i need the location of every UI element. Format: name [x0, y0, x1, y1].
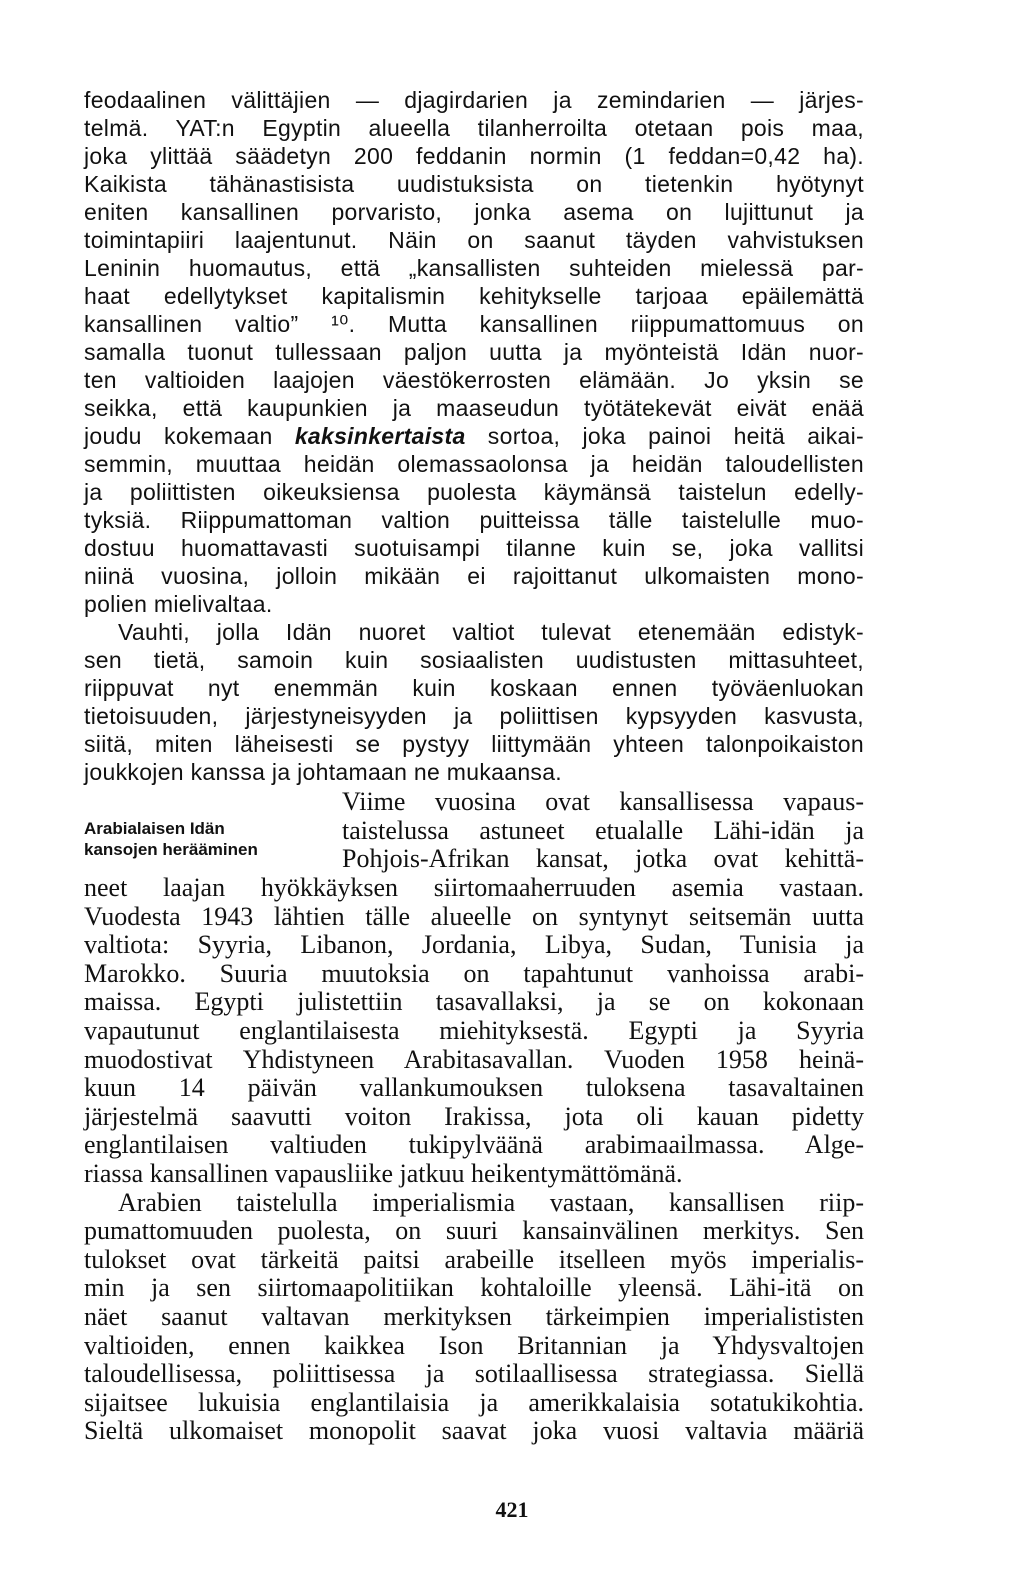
side-heading-line: Arabialaisen Idän: [84, 819, 225, 838]
text-line: taloudellisessa, poliittisessa ja sotilaallisessa strategiassa. Siellä: [84, 1359, 864, 1389]
text-line: tulokset ovat tärkeitä paitsi arabeille itselleen myös imperialis-: [84, 1244, 864, 1274]
text-line: sijaitsee lukuisia englantilaisia ja amerikkalaisia sotatukikohtia.: [84, 1387, 864, 1417]
text-line: muodostivat Yhdistyneen Arabitasavallan. Vuoden 1958 heinä-: [84, 1044, 864, 1074]
text-line: riippuvat nyt enemmän kuin koskaan ennen työväenluokan: [84, 675, 864, 701]
text-line: Viime vuosina ovat kansallisessa vapaus-: [342, 787, 864, 816]
text-line: valtioiden, ennen kaikkea Ison Britannian ja Yhdysvaltojen: [84, 1330, 864, 1360]
text-line: niinä vuosina, jolloin mikään ei rajoittanut ulkomaisten mono-: [84, 563, 864, 589]
text-line: Kaikista tähänastisista uudistuksista on tietenkin hyötynyt: [84, 171, 864, 197]
text-line: valtiota: Syyria, Libanon, Jordania, Libya, Sudan, Tunisia ja: [84, 930, 864, 960]
text-line: taistelussa astuneet etualalle Lähi-idän ja: [342, 815, 864, 845]
paragraph-4: [84, 1189, 864, 1446]
paragraph-3: [84, 874, 864, 1189]
text-line: toimintapiiri laajentunut. Näin on saanut täyden vahvistuksen: [84, 227, 864, 253]
text-line: Vuodesta 1943 lähtien tälle alueelle on syntynyt seitsemän uutta: [84, 901, 864, 931]
text-run: sortoa, joka painoi heitä aikai-: [465, 423, 864, 449]
text-line: ja poliittisten oikeuksiensa puolesta käymänsä taistelun edelly-: [84, 479, 864, 505]
text-line: järjestelmä saavutti voiton Irakissa, jota oli kauan pidetty: [84, 1101, 864, 1131]
page-number: 421: [495, 1497, 529, 1522]
text-line: neet laajan hyökkäyksen siirtomaaherruuden asemia vastaan.: [84, 873, 864, 902]
text-line: min ja sen siirtomaapolitiikan kohtaloille yleensä. Lähi-itä on: [84, 1273, 864, 1303]
text-line: kansallinen valtio” ¹⁰. Mutta kansallinen riippumattomuus on: [84, 311, 864, 337]
side-heading: [84, 818, 314, 860]
text-line: tyksiä. Riippumattoman valtion puitteissa tälle taistelulle muo-: [84, 507, 864, 533]
text-line: telmä. YAT:n Egyptin alueella tilanherroilta otetaan pois maa,: [84, 115, 864, 141]
side-heading-line: kansojen herääminen: [84, 840, 258, 859]
side-text: [342, 788, 864, 874]
text-line: semmin, muuttaa heidän olemassaolonsa ja heidän taloudellisten: [84, 451, 864, 477]
text-line-last: polien mielivaltaa.: [84, 591, 273, 617]
text-line: feodaalinen välittäjien — djagirdarien ja zemindarien — järjes-: [84, 87, 864, 113]
text-line: Sieltä ulkomaiset monopolit saavat joka vuosi valtavia määriä: [84, 1416, 864, 1446]
text-line: tietoisuuden, järjestyneisyyden ja poliittisen kypsyyden kasvusta,: [84, 703, 864, 729]
side-heading-block: [84, 788, 864, 874]
text-line-emphasis: [84, 422, 864, 450]
text-line-last: riassa kansallinen vapausliike jatkuu heikentymättömänä.: [84, 1158, 683, 1188]
paragraph-1: [84, 86, 864, 618]
text-line: eniten kansallinen porvaristo, jonka asema on lujittunut ja: [84, 199, 864, 225]
text-line: englantilaisen valtiuden tukipylväänä arabimaailmassa. Alge-: [84, 1130, 864, 1160]
text-line: seikka, että kaupunkien ja maaseudun työtätekevät eivät enää: [84, 395, 864, 421]
text-line: Arabien taistelulla imperialismia vastaan, kansallisen riip-: [118, 1187, 864, 1217]
text-line: siitä, miten läheisesti se pystyy liittymään yhteen talonpoikaiston: [84, 731, 864, 757]
text-line: vapautunut englantilaisesta miehityksestä. Egypti ja Syyria: [84, 1015, 864, 1045]
text-line: ten valtioiden laajojen väestökerrosten elämään. Jo yksin se: [84, 367, 864, 393]
text-line: samalla tuonut tullessaan paljon uutta ja myönteistä Idän nuor-: [84, 339, 864, 365]
text-line: Vauhti, jolla Idän nuoret valtiot tulevat etenemään edistyk-: [118, 619, 864, 645]
text-line: Leninin huomautus, että „kansallisten suhteiden mielessä par-: [84, 255, 864, 281]
text-line-last: joukkojen kanssa ja johtamaan ne mukaansa.: [84, 759, 563, 785]
page-body: [84, 86, 864, 1446]
text-line: näet saanut valtavan merkityksen tärkeimpien imperialististen: [84, 1301, 864, 1331]
emphasized-word: kaksinkertaista: [294, 423, 466, 449]
text-line: Marokko. Suuria muutoksia on tapahtunut vanhoissa arabi-: [84, 958, 864, 988]
text-line: maissa. Egypti julistettiin tasavallaksi, ja se on kokonaan: [84, 987, 864, 1017]
text-line: kuun 14 päivän vallankumouksen tuloksena tasavaltainen: [84, 1073, 864, 1103]
text-line: haat edellytykset kapitalismin kehitykselle tarjoaa epäilemättä: [84, 283, 864, 309]
paragraph-2: [84, 618, 864, 786]
text-line: joka ylittää säädetyn 200 feddanin normin (1 feddan=0,42 ha).: [84, 143, 864, 169]
text-line: dostuu huomattavasti suotuisampi tilanne kuin se, joka vallitsi: [84, 535, 864, 561]
text-run: joudu kokemaan: [84, 423, 295, 449]
text-line: Pohjois-Afrikan kansat, jotka ovat kehittä-: [342, 844, 864, 874]
text-line: sen tietä, samoin kuin sosiaalisten uudistusten mittasuhteet,: [84, 647, 864, 673]
text-line: pumattomuuden puolesta, on suuri kansainvälinen merkitys. Sen: [84, 1216, 864, 1246]
